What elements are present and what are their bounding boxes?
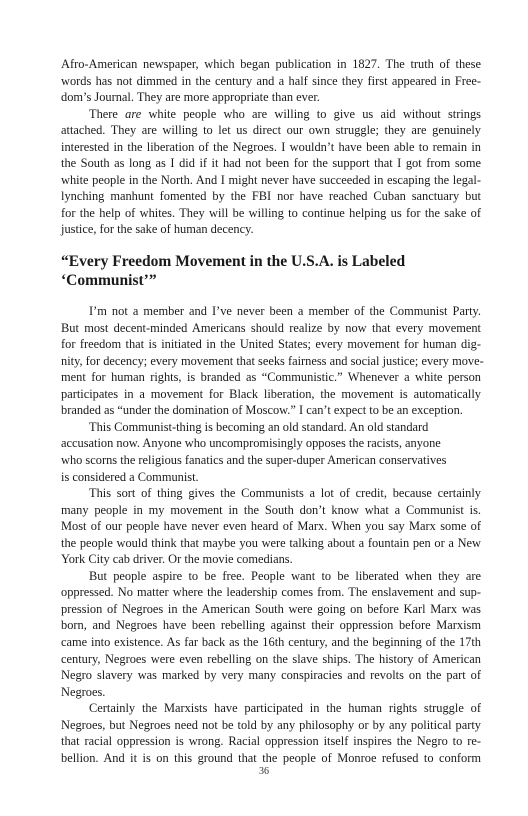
text-line: But people aspire to be free. People want to be liberated when they are	[89, 568, 481, 583]
text-line: who scorns the religious fanatics and the super-duper American conservatives	[61, 452, 447, 467]
text-line: the South as long as I did if it had not been for the support that I got from some	[61, 156, 481, 171]
paragraph-1	[61, 56, 481, 106]
heading-line: ‘Communist’”	[61, 272, 157, 289]
text-line: dom’s Journal. They are more appropriate than ever.	[61, 90, 320, 105]
paragraph-7	[61, 700, 481, 766]
text-line: oppressed. No matter where the leadership comes from. The enslavement and sup-	[61, 585, 481, 600]
text-line: attached. They are willing to let us direct our own struggle; they are genuinely	[61, 123, 481, 138]
text-line: There are white people who are willing to give us aid without strings	[89, 106, 481, 121]
text-line: born, and Negroes have been rebelling against their oppression before Marxism	[61, 618, 481, 633]
text-line: participates in a movement for Black liberation, the movement is automatically	[61, 386, 481, 401]
text-line: branded as “under the domination of Moscow.” I can’t expect to be an exception.	[61, 403, 463, 418]
paragraph-3	[61, 303, 484, 419]
text-line: nity, for decency; every movement that seeks fairness and social justice; every move-	[61, 353, 484, 368]
text-line: accusation now. Anyone who uncompromisingly opposes the racists, anyone	[61, 436, 441, 451]
text-line: Most of our people have never even heard of Marx. When you say Marx some of	[61, 519, 481, 534]
emphasis: are	[125, 106, 142, 121]
text-line: words has not dimmed in the century and a half since they first appeared in Free-	[61, 73, 481, 88]
text-line: lynching manhunt fomented by the FBI nor have reached Cuban sanctuary but	[61, 189, 481, 204]
text-line: ment for human rights, is branded as “Communistic.” Whenever a white person	[61, 370, 481, 385]
text-line: for freedom that is initiated in the United States; every movement for human dig-	[61, 337, 481, 352]
text-line: York City cab driver. Or the movie comedians.	[61, 552, 293, 567]
paragraph-2	[61, 106, 481, 238]
text-line: But most decent-minded Americans should realize by now that every movement	[61, 320, 481, 335]
heading-line: “Every Freedom Movement in the U.S.A. is Labeled	[61, 253, 406, 270]
text-line: justice, for the sake of human decency.	[61, 222, 254, 237]
text-line: This Communist-thing is becoming an old standard. An old standard	[89, 419, 429, 434]
text-line: that racial oppression is wrong. Racial oppression itself inspires the Negro to re-	[61, 734, 481, 749]
text-line: Afro-American newspaper, which began publication in 1827. The truth of these	[61, 57, 481, 71]
text-line: bellion. And it is on this ground that the people of Monroe refused to conform	[61, 750, 481, 765]
text-line: for the help of whites. They will be willing to continue helping us for the sake of	[61, 205, 481, 220]
text-line: many people in my movement in the South don’t know what a Communist is.	[61, 502, 481, 517]
paragraph-5	[61, 485, 481, 568]
text-line: white people in the North. And I might never have succeeded in escaping the legal-	[61, 172, 481, 187]
paragraph-4	[61, 419, 481, 485]
text-line: is considered a Communist.	[61, 469, 199, 484]
text-line: interested in the liberation of the Negroes. I wouldn’t have been able to remain in	[61, 139, 481, 154]
text-line: came into existence. As far back as the 16th century, and the beginning of the 17th	[61, 634, 481, 649]
page-number: 36	[259, 766, 269, 777]
paragraph-6	[61, 568, 481, 700]
text-line: century, Negroes were even rebelling on the slave ships. The history of American	[61, 651, 481, 666]
section-heading	[61, 252, 481, 290]
text-line: Negroes.	[61, 684, 106, 699]
text-line: pression of Negroes in the American South were going on before Karl Marx was	[61, 601, 481, 616]
text-line: Certainly the Marxists have participated in the human rights struggle of	[89, 701, 481, 716]
text-line: the people would think that maybe you were talking about a fountain pen or a New	[61, 535, 481, 550]
text-line: Negroes, but Negroes need not be told by any philosophy or by any political party	[61, 717, 481, 732]
text-line: This sort of thing gives the Communists a lot of credit, because certainly	[89, 486, 481, 501]
text-line: Negro slavery was marked by very many conspiracies and revolts on the part of	[61, 668, 481, 683]
text-line: I’m not a member and I’ve never been a member of the Communist Party.	[89, 304, 481, 318]
